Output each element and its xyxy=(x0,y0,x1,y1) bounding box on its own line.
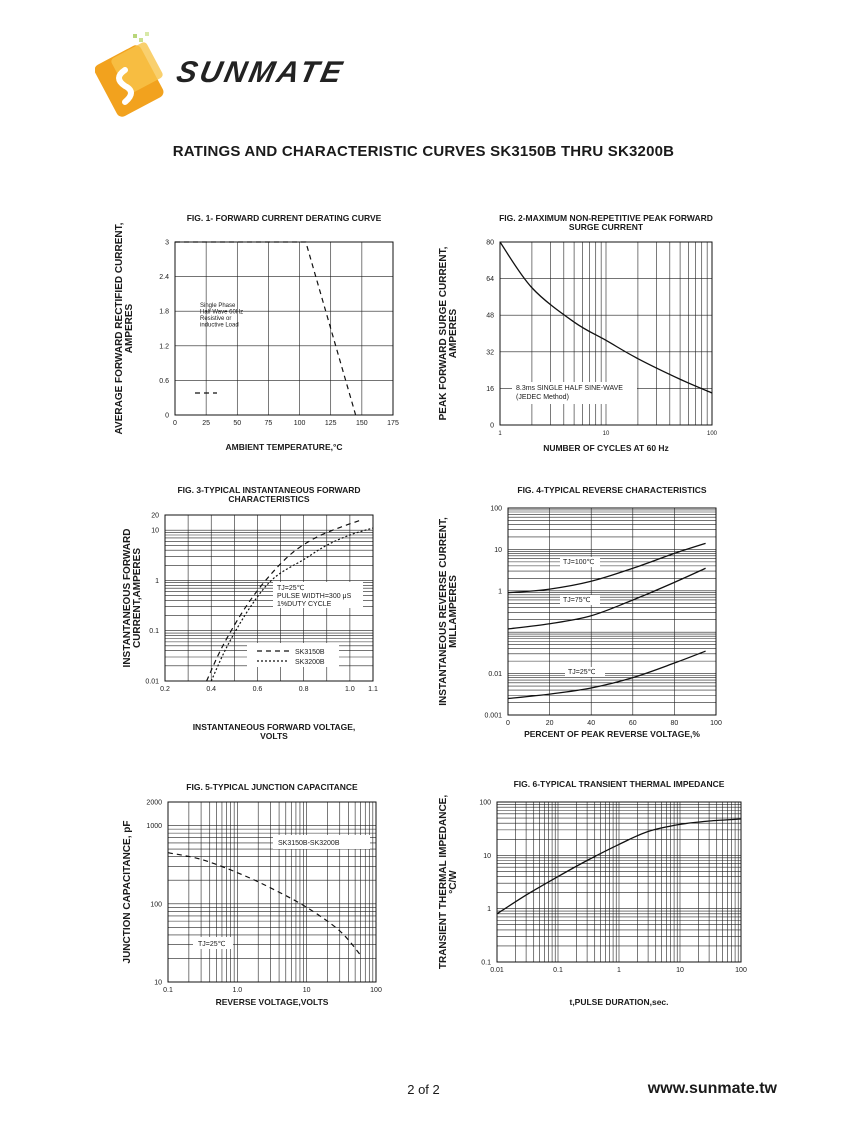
fig1-xtick: 50 xyxy=(233,420,242,427)
fig4-series-1 xyxy=(508,543,706,592)
fig3-ytick: 1 xyxy=(155,577,159,585)
fig3-annotation: 1%DUTY CYCLE xyxy=(277,601,332,608)
fig1-xtick: 0 xyxy=(173,420,177,427)
fig3-ytick: 20 xyxy=(151,512,159,520)
fig5-xtick: 10 xyxy=(302,987,311,994)
fig2-xtick: 10 xyxy=(602,431,610,437)
fig6-xtick: 1 xyxy=(617,967,621,974)
fig3-ylabel: INSTANTANEOUS FORWARD xyxy=(122,528,133,668)
fig4-series-label: TJ=75℃ xyxy=(563,597,591,604)
fig5-xtick: 0.1 xyxy=(163,987,173,994)
fig5-ytick: 100 xyxy=(150,901,162,909)
fig1-xtick: 25 xyxy=(202,420,211,427)
fig5-xtick: 100 xyxy=(370,987,382,994)
fig4-series-label: TJ=100℃ xyxy=(563,559,595,566)
fig1-xtick: 100 xyxy=(293,420,306,427)
fig2-ylabel-line2: AMPERES xyxy=(448,308,459,359)
fig2-annotation: 8.3ms SINGLE HALF SINE-WAVE xyxy=(516,385,623,392)
fig3-title-line2: CHARACTERISTICS xyxy=(228,494,310,504)
fig3-ytick: 10 xyxy=(151,527,159,535)
fig6-xtick: 0.1 xyxy=(553,967,563,974)
fig2-xlabel: NUMBER OF CYCLES AT 60 Hz xyxy=(543,443,669,453)
fig4-ytick: 100 xyxy=(490,505,502,513)
fig4-ytick: 0.001 xyxy=(484,712,502,720)
fig5-xlabel: REVERSE VOLTAGE,VOLTS xyxy=(215,997,329,1007)
fig3-annotation: PULSE WIDTH=300 μS xyxy=(277,593,352,600)
fig4-xlabel: PERCENT OF PEAK REVERSE VOLTAGE,% xyxy=(524,729,700,739)
fig1-ytick: 0.6 xyxy=(159,377,169,385)
fig3-ytick: 0.01 xyxy=(145,678,159,686)
fig6-xtick: 0.01 xyxy=(490,967,504,974)
fig3-xtick: 0.4 xyxy=(206,686,217,693)
fig1-ylabel-line2: AMPERES xyxy=(124,303,135,354)
fig5-legend-label: SK3150B-SK3200B xyxy=(278,840,340,847)
fig6-ytick: 1 xyxy=(487,906,491,914)
fig6-ylabel-line2: °C/W xyxy=(448,870,459,894)
fig3-xtick: 1.0 xyxy=(345,686,355,693)
fig5-ylabel: JUNCTION CAPACITANCE, pF xyxy=(122,820,133,964)
fig6-xlabel: t,PULSE DURATION,sec. xyxy=(569,997,669,1007)
fig3-xtick: 1.1 xyxy=(368,686,378,693)
fig1-ytick: 0 xyxy=(165,412,169,420)
fig2-title: FIG. 2-MAXIMUM NON-REPETITIVE PEAK FORWARD xyxy=(499,213,713,223)
fig2-xtick: 1 xyxy=(498,431,502,437)
fig1-xtick: 150 xyxy=(356,420,368,427)
fig1-xtick: 75 xyxy=(264,420,273,427)
fig6-ytick: 0.1 xyxy=(481,959,491,967)
fig4-ylabel-line2: MILLAMPERES xyxy=(448,575,459,648)
fig3-annotation: TJ=25℃ xyxy=(277,585,305,592)
fig3-xlabel: VOLTS xyxy=(260,731,288,741)
fig2-ytick: 64 xyxy=(486,276,494,284)
fig4-title: FIG. 4-TYPICAL REVERSE CHARACTERISTICS xyxy=(517,485,707,495)
fig6 xyxy=(438,779,747,1007)
fig4-xtick: 20 xyxy=(545,720,554,727)
fig5-grid xyxy=(168,802,376,982)
brand-wordmark: SUNMATE xyxy=(173,56,348,89)
fig1-grid xyxy=(175,242,393,415)
fig2-annotation: (JEDEC Method) xyxy=(516,394,569,401)
fig6-ytick: 10 xyxy=(483,852,491,860)
fig1-xtick: 175 xyxy=(387,420,399,427)
fig4-xtick: 100 xyxy=(710,720,722,727)
fig3-xlabel: INSTANTANEOUS FORWARD VOLTAGE, xyxy=(192,722,356,732)
fig1-series-1 xyxy=(175,242,356,415)
fig1-annotation: Single Phase xyxy=(200,303,236,309)
fig5-annotation: TJ=25℃ xyxy=(198,941,226,948)
fig1-ytick: 2.4 xyxy=(159,274,169,282)
fig6-grid xyxy=(497,802,741,962)
fig5-title: FIG. 5-TYPICAL JUNCTION CAPACITANCE xyxy=(186,782,358,792)
fig3-xtick: 0.6 xyxy=(252,686,263,693)
fig3-xtick: 0.2 xyxy=(160,686,170,693)
fig6-ytick: 100 xyxy=(479,799,491,807)
fig4-ytick: 1 xyxy=(498,588,502,596)
fig3 xyxy=(122,485,378,741)
fig2-xtick: 100 xyxy=(706,431,718,437)
fig3-legend-label: SK3200B xyxy=(295,659,325,666)
fig3-ylabel-line2: CURRENT,AMPERES xyxy=(132,547,143,649)
fig4 xyxy=(438,485,722,739)
fig1-annotation: Resistive or xyxy=(200,316,232,322)
fig4-ytick: 10 xyxy=(494,546,502,554)
page-number: 2 of 2 xyxy=(407,1082,440,1097)
fig1-ytick: 1.2 xyxy=(159,343,169,351)
fig4-xtick: 60 xyxy=(628,720,637,727)
fig1-annotation: Half Wave 60Hz xyxy=(200,309,244,316)
fig5-ytick: 2000 xyxy=(146,799,162,807)
fig1-annotation: inductive Load xyxy=(200,322,239,329)
website-url: www.sunmate.tw xyxy=(647,1080,777,1097)
fig2-ytick: 0 xyxy=(490,422,494,430)
fig3-xtick: 0.8 xyxy=(298,686,309,693)
fig2-ytick: 80 xyxy=(486,239,494,247)
fig1-ytick: 1.8 xyxy=(159,308,169,316)
fig3-legend-label: SK3150B xyxy=(295,649,325,656)
fig6-ylabel: TRANSIENT THERMAL IMPEDANCE, xyxy=(438,794,449,970)
fig1-ytick: 3 xyxy=(165,239,169,247)
fig1-ylabel: AVERAGE FORWARD RECTIFIED CURRENT, xyxy=(114,222,125,435)
fig4-ytick: 0.01 xyxy=(488,671,502,679)
fig5-ytick: 1000 xyxy=(146,823,162,831)
fig2-ytick: 16 xyxy=(486,385,494,393)
fig4-ylabel: INSTANTANEOUS REVERSE CURRENT, xyxy=(438,517,449,706)
fig5-xtick: 1.0 xyxy=(232,987,243,994)
fig4-xtick: 40 xyxy=(587,720,596,727)
fig4-series-label: TJ=25℃ xyxy=(568,669,596,676)
fig2-title-line2: SURGE CURRENT xyxy=(568,222,644,232)
fig2-ylabel: PEAK FORWARD SURGE CURRENT, xyxy=(438,246,449,421)
fig1-title: FIG. 1- FORWARD CURRENT DERATING CURVE xyxy=(186,213,382,223)
fig6-xtick: 10 xyxy=(676,967,684,974)
fig5-ytick: 10 xyxy=(154,979,162,987)
fig6-title: FIG. 6-TYPICAL TRANSIENT THERMAL IMPEDANCE xyxy=(513,779,725,789)
fig3-ytick: 0.1 xyxy=(149,628,159,636)
fig2 xyxy=(438,213,718,453)
fig2-ytick: 48 xyxy=(486,312,494,320)
fig4-series-3 xyxy=(508,651,706,698)
fig1-xtick: 125 xyxy=(324,420,337,427)
fig1-plot-frame xyxy=(175,242,393,415)
fig3-title: FIG. 3-TYPICAL INSTANTANEOUS FORWARD xyxy=(177,485,361,495)
fig5 xyxy=(122,782,382,1007)
fig6-xtick: 100 xyxy=(735,967,747,974)
fig4-xtick: 80 xyxy=(670,720,679,727)
fig1-xlabel: AMBIENT TEMPERATURE,°C xyxy=(225,442,343,452)
fig1 xyxy=(114,213,399,452)
fig4-xtick: 0 xyxy=(506,720,510,727)
fig2-ytick: 32 xyxy=(486,349,494,357)
page-title: RATINGS AND CHARACTERISTIC CURVES SK3150B THRU SK3200B xyxy=(172,143,675,160)
